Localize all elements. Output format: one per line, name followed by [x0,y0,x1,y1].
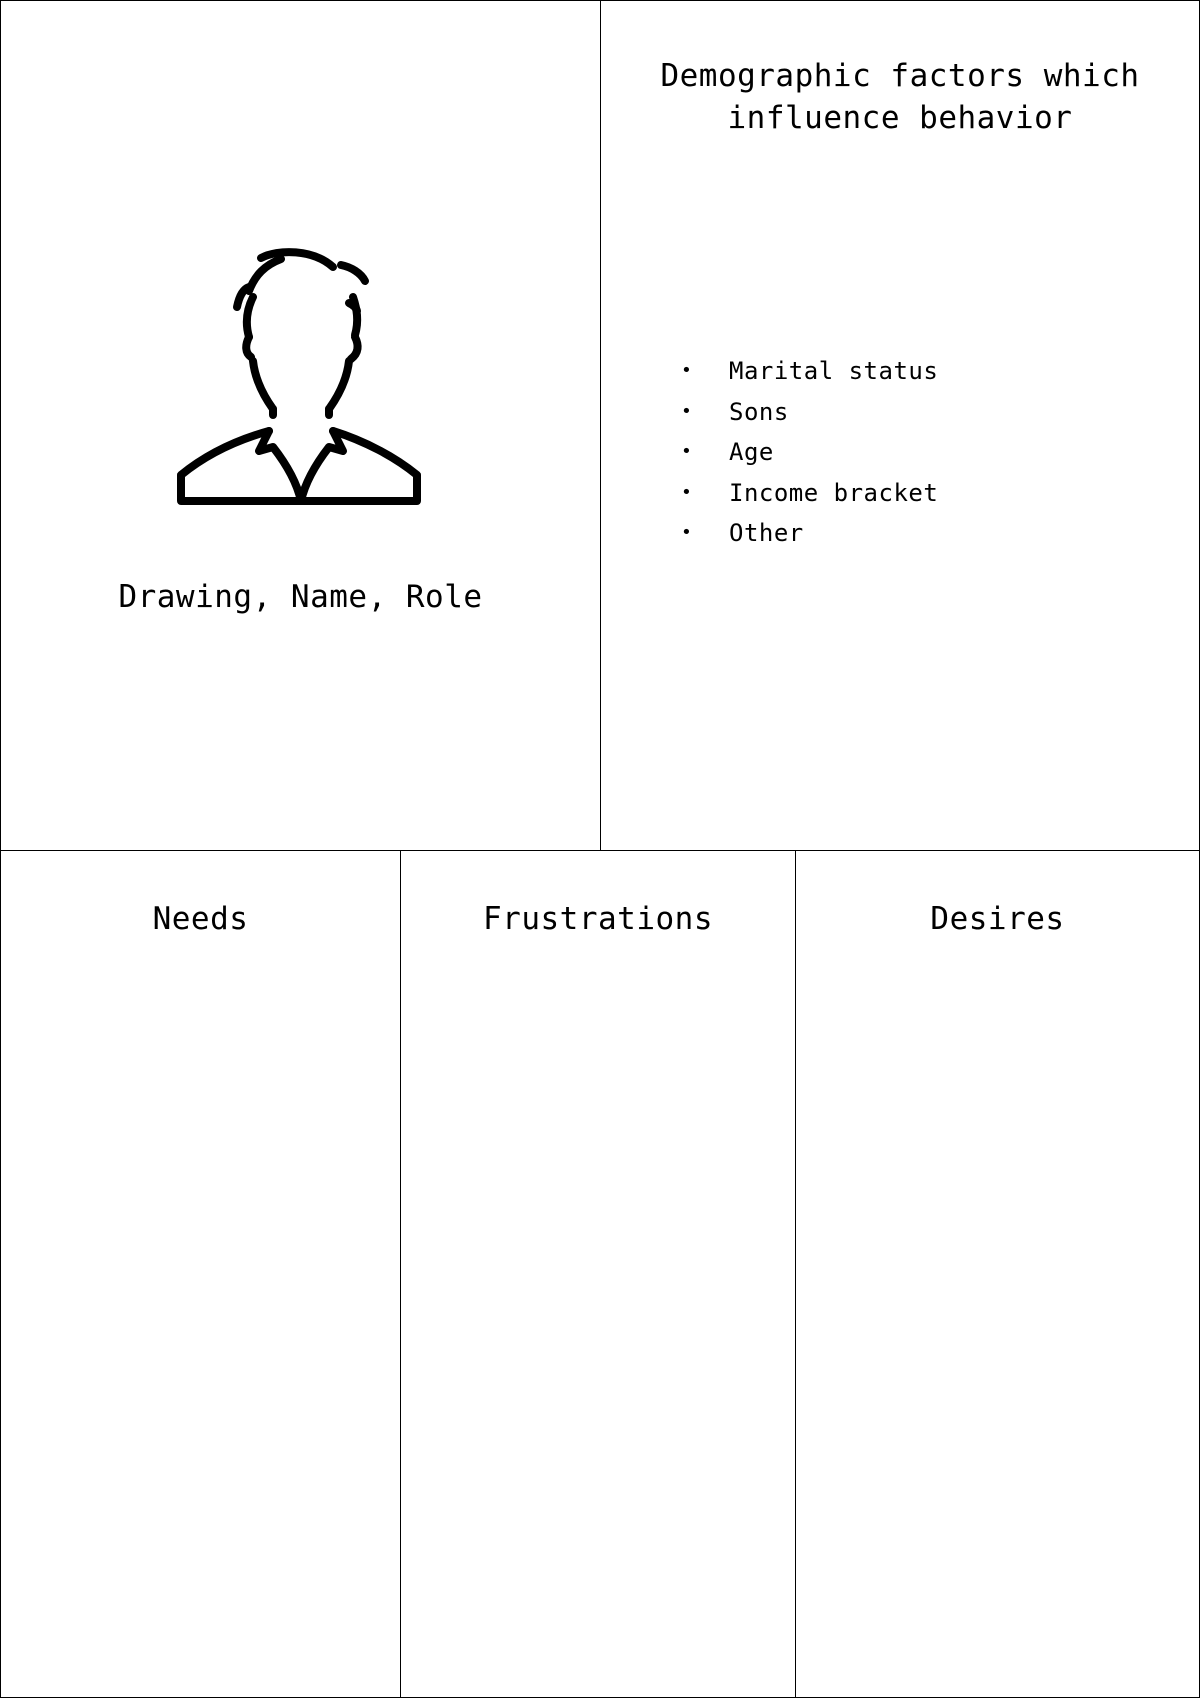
factor-label: Other [729,519,804,547]
bullet-icon: • [681,481,693,503]
person-icon [173,245,425,507]
demographics-panel [600,0,1200,851]
list-item [681,432,938,473]
needs-title: Needs [152,901,249,937]
desires-title: Desires [930,901,1065,937]
factor-label: Age [729,438,774,466]
list-item [681,392,938,433]
frustrations-title: Frustrations [483,901,713,937]
list-item [681,473,938,514]
bullet-icon: • [681,360,693,381]
factor-list [681,351,938,554]
frustrations-panel [400,850,796,1698]
bullet-icon: • [681,522,693,543]
list-item [681,351,938,392]
persona-panel [0,0,601,851]
demographics-title: Demographic factors which influence behavior [660,58,1140,136]
needs-panel [0,850,401,1698]
list-item [681,513,938,554]
bullet-icon: • [681,400,693,422]
factor-label: Income bracket [729,478,939,507]
persona-caption: Drawing, Name, Role [118,579,483,615]
factor-label: Sons [729,397,789,426]
factor-label: Marital status [729,357,939,385]
desires-panel [795,850,1200,1698]
bullet-icon: • [681,441,693,462]
